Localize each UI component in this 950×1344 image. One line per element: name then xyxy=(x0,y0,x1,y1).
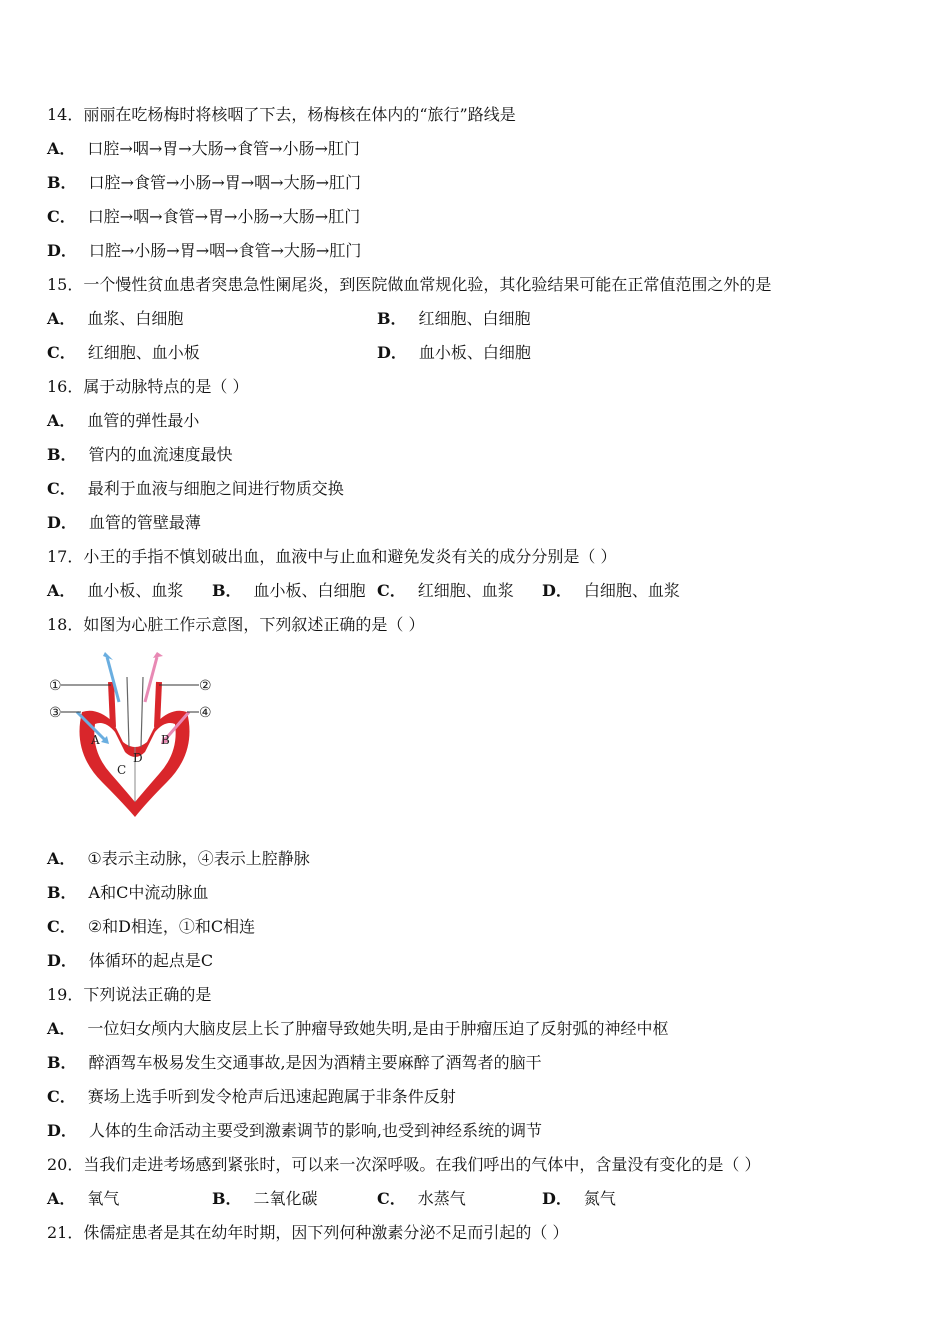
arrow-up-pink-head xyxy=(153,652,163,658)
q16-option-b[interactable]: B． 管内的血流速度最快 xyxy=(47,445,233,464)
question-20-stem: 20．当我们走进考场感到紧张时，可以来一次深呼吸。在我们呼出的气体中，含量没有变化的是（ ） xyxy=(47,1155,761,1174)
q16-option-d[interactable]: D． 血管的管壁最薄 xyxy=(47,513,201,532)
q15-option-c[interactable]: C． 红细胞、血小板 xyxy=(47,343,200,362)
arrow-up-pink xyxy=(145,657,157,702)
q16-option-c[interactable]: C． 最利于血液与细胞之间进行物质交换 xyxy=(47,479,344,498)
question-16-stem: 16．属于动脉特点的是（ ） xyxy=(47,377,249,396)
q18-option-b[interactable]: B． A和C中流动脉血 xyxy=(47,883,209,902)
q15-option-a[interactable]: A． 血浆、白细胞 xyxy=(47,309,184,328)
heart-illustration xyxy=(47,652,227,822)
q20-option-a[interactable]: A． 氧气 xyxy=(47,1189,120,1208)
q14-option-c[interactable]: C． 口腔→咽→食管→胃→小肠→大肠→肛门 xyxy=(47,207,361,226)
q14-option-a[interactable]: A． 口腔→咽→胃→大肠→食管→小肠→肛门 xyxy=(47,139,360,158)
label-d: D xyxy=(133,751,143,765)
q15-option-b[interactable]: B． 红细胞、白细胞 xyxy=(377,309,531,328)
q18-option-d[interactable]: D． 体循环的起点是C xyxy=(47,951,214,970)
label-3: ③ xyxy=(49,705,62,721)
q18-option-a[interactable]: A． ①表示主动脉，④表示上腔静脉 xyxy=(47,849,310,868)
label-b: B xyxy=(161,733,170,747)
exam-page xyxy=(47,98,907,1250)
q17-option-d[interactable]: D． 白细胞、血浆 xyxy=(542,581,680,600)
q19-option-d[interactable]: D． 人体的生命活动主要受到激素调节的影响,也受到神经系统的调节 xyxy=(47,1121,542,1140)
question-18-stem: 18．如图为心脏工作示意图，下列叙述正确的是（ ） xyxy=(47,615,425,634)
q16-option-a[interactable]: A． 血管的弹性最小 xyxy=(47,411,200,430)
vessel-right xyxy=(157,682,159,727)
vessel-center-left xyxy=(127,677,129,747)
q14-option-d[interactable]: D． 口腔→小肠→胃→咽→食管→大肠→肛门 xyxy=(47,241,362,260)
q19-option-a[interactable]: A． 一位妇女颅内大脑皮层上长了肿瘤导致她失明,是由于肿瘤压迫了反射弧的神经中枢 xyxy=(47,1019,669,1038)
q17-option-a[interactable]: A． 血小板、血浆 xyxy=(47,581,184,600)
label-c: C xyxy=(117,763,127,777)
vessel-left xyxy=(111,682,113,727)
q19-option-c[interactable]: C． 赛场上选手听到发令枪声后迅速起跑属于非条件反射 xyxy=(47,1087,456,1106)
heart-diagram xyxy=(47,642,907,842)
q15-option-d[interactable]: D． 血小板、白细胞 xyxy=(377,343,531,362)
q20-option-c[interactable]: C． 水蒸气 xyxy=(377,1189,466,1208)
q20-option-b[interactable]: B． 二氧化碳 xyxy=(212,1189,318,1208)
question-17-stem: 17．小王的手指不慎划破出血，血液中与止血和避免发炎有关的成分分别是（ ） xyxy=(47,547,617,566)
question-19-stem: 19．下列说法正确的是 xyxy=(47,985,212,1004)
q18-option-c[interactable]: C． ②和D相连，①和C相连 xyxy=(47,917,256,936)
q19-option-b[interactable]: B． 醉酒驾车极易发生交通事故,是因为酒精主要麻醉了酒驾者的脑干 xyxy=(47,1053,542,1072)
q14-option-b[interactable]: B． 口腔→食管→小肠→胃→咽→大肠→肛门 xyxy=(47,173,361,192)
question-14-stem: 14．丽丽在吃杨梅时将核咽了下去，杨梅核在体内的“旅行”路线是 xyxy=(47,105,516,124)
q20-option-d[interactable]: D． 氮气 xyxy=(542,1189,616,1208)
label-1: ① xyxy=(49,678,62,694)
q17-option-c[interactable]: C． 红细胞、血浆 xyxy=(377,581,514,600)
q17-option-b[interactable]: B． 血小板、白细胞 xyxy=(212,581,366,600)
vessel-center-right xyxy=(141,677,143,747)
question-15-stem: 15．一个慢性贫血患者突患急性阑尾炎，到医院做血常规化验，其化验结果可能在正常值范围之外的是 xyxy=(47,275,772,294)
question-21-stem: 21．侏儒症患者是其在幼年时期，因下列何种激素分泌不足而引起的（ ） xyxy=(47,1223,569,1242)
label-a: A xyxy=(91,733,100,747)
label-2: ② xyxy=(199,678,212,694)
label-4: ④ xyxy=(199,705,212,721)
